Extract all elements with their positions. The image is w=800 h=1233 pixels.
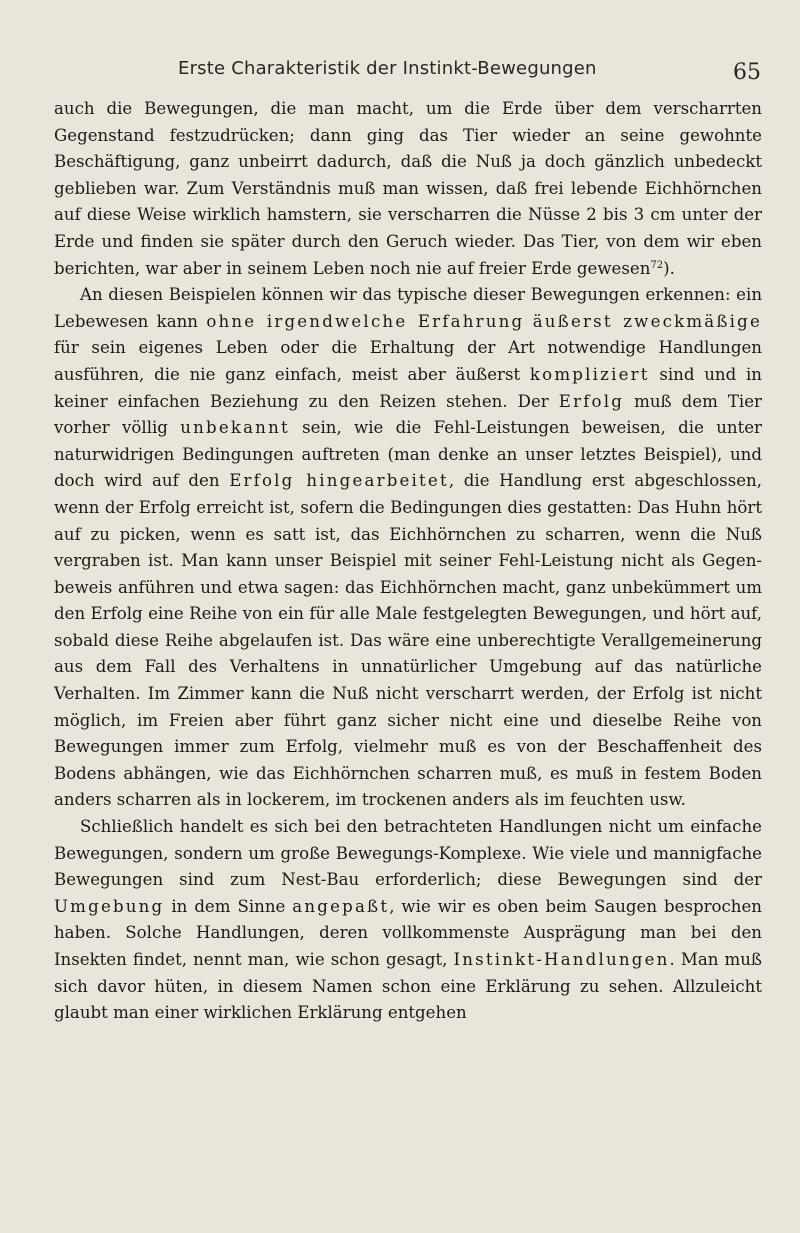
- emphasis-erfolg: Erfolg: [558, 391, 625, 411]
- paragraph-2-text-2: [524, 312, 532, 331]
- paragraph-2: [54, 282, 762, 814]
- paragraph-1-end: ).: [663, 258, 675, 278]
- footnote-reference: 72: [650, 259, 664, 271]
- emphasis-erfolg-hingearbeitet: Erfolg hingearbeitet: [229, 471, 449, 491]
- emphasis-instinkt-handlungen: Instinkt-Handlungen: [453, 950, 670, 969]
- emphasis-ohne-erfahrung: ohne irgendwelche Erfahrung: [206, 311, 525, 331]
- page-header: [0, 58, 800, 88]
- paragraph-3-text-1: Schließlich handelt es sich bei den betrachteten Handlungen nicht um einfache Bewegungen, sondern um große Bewegungs-Komplexe. Wie viele und mannigfache Bewegungen sind zum Nest-Bau erforderlich; diese Bewegungen sind der: [54, 817, 762, 890]
- paragraph-2-text-6: sein, wie die Fehl-Leistungen beweisen, die unter naturwidrigen Bedingungen auftreten (man denke an unser letztes Beispiel), und doch wird auf den: [54, 418, 762, 491]
- paragraph-2-text-1: An diesen Beispielen können wir das typische dieser Bewegungen erkennen: ein Lebewesen kann: [54, 285, 762, 331]
- paragraph-3: [54, 814, 762, 1027]
- emphasis-kompliziert: kompliziert: [529, 364, 650, 384]
- emphasis-unbekannt: unbekannt: [180, 418, 290, 438]
- emphasis-zweckmaessige: äußerst zweckmäßige: [532, 311, 763, 331]
- emphasis-angepasst: angepaßt: [292, 896, 390, 916]
- paragraph-2-text-5: muß dem Tier vorher völlig: [54, 391, 762, 438]
- paragraph-1-text: auch die Bewegungen, die man macht, um die Erde über dem verscharrten Gegenstand festzudrücken; dann ging das Tier wieder an seine gewohnte Beschäftigung, ganz unbeirrt dadurch, daß die Nuß ja doch gänzlich unbedeckt geblieben war. Zum Verständnis muß man wissen, daß frei lebende Eichhörnchen auf diese Weise wirklich hamstern, sie verscharren die Nüsse 2 bis 3 cm unter der Erde und finden sie später durch den Geruch wieder. Das Tier, von dem wir eben berichten, war aber in seinem Leben noch nie auf freier Erde gewesen: [54, 99, 762, 278]
- emphasis-umgebung: Umgebung: [54, 896, 165, 916]
- paragraph-3-text-3: , wie wir es oben beim Saugen besprochen haben. Solche Handlungen, deren vollkommenste Ausprägung man bei den Insekten findet, nennt man, wie schon gesagt,: [54, 896, 762, 969]
- paragraph-2-text-3: für sein eigenes Leben oder die Erhaltung der Art notwendige Handlungen ausführen, die nie ganz einfach, meist aber äußerst: [54, 338, 762, 384]
- paragraph-3-text-4: . Man muß sich davor hüten, in diesem Namen schon eine Erklärung zu sehen. Allzuleicht glaubt man einer wirklichen Erklärung entgehen: [54, 950, 762, 1023]
- body-text: [54, 96, 762, 1027]
- page-number: 65: [733, 60, 761, 85]
- paragraph-1: [54, 96, 762, 282]
- paragraph-2-text-4: sind und in keiner einfachen Beziehung zu den Reizen stehen. Der: [54, 364, 762, 411]
- paragraph-2-text-7: , die Handlung erst abgeschlossen, wenn der Erfolg erreicht ist, sofern die Bedingungen dies gestatten: Das Huhn hört auf zu picken, wenn es satt ist, das Eichhörnchen zu scharren, wenn die Nuß vergraben ist. Man kann unser Beispiel mit seiner Fehl-Leistung nicht als Gegenbeweis anführen und etwa sagen: das Eichhörnchen macht, ganz unbekümmert um den Erfolg eine Reihe von ein für alle Male festgelegten Bewegungen, und hört auf, sobald diese Reihe abgelaufen ist. Das wäre eine unberechtigte Verallgemeinerung aus dem Fall des Verhaltens in unnatürlicher Umgebung auf das natürliche Verhalten. Im Zimmer kann die Nuß nicht verscharrt werden, der Erfolg ist nicht möglich, im Freien aber führt ganz sicher nicht eine und dieselbe Reihe von Bewegungen immer zum Erfolg, vielmehr muß es von der Beschaffenheit des Bodens abhängen, wie das Eichhörnchen scharren muß, es muß in festem Boden anders scharren als in lockerem, im trockenen anders als im feuchten usw.: [54, 471, 762, 810]
- running-title: Erste Charakteristik der Instinkt-Bewegungen: [178, 58, 597, 79]
- paragraph-3-text-2: in dem Sinne: [164, 896, 293, 916]
